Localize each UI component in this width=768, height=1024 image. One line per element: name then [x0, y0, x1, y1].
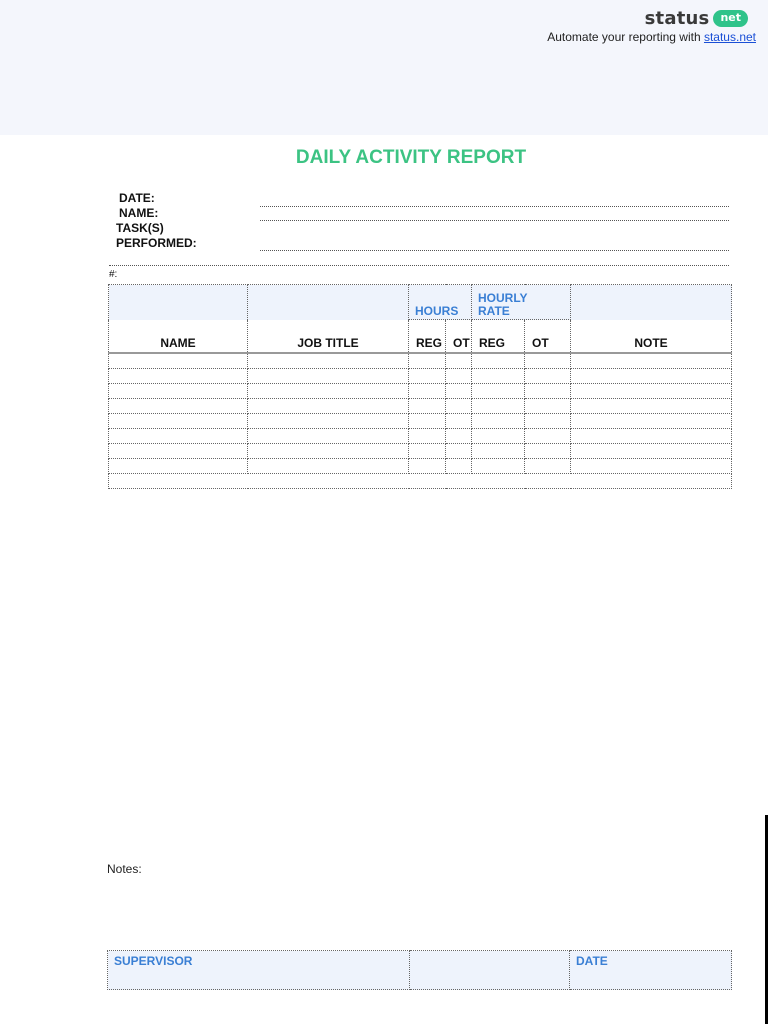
name-cell[interactable]: [109, 384, 248, 399]
hourly-rate-group-header: [472, 285, 571, 320]
group-header-blank: [109, 285, 248, 320]
hours-reg-cell[interactable]: [409, 369, 446, 384]
hourly-rate-line1: HOURLY: [478, 291, 528, 305]
col-header-note: NOTE: [571, 320, 732, 354]
table-group-header-row: [109, 285, 732, 320]
hours-ot-cell[interactable]: [446, 384, 472, 399]
tagline-text: Automate your reporting with: [547, 30, 704, 44]
signature-row: [108, 951, 732, 990]
name-input-line[interactable]: [260, 220, 729, 221]
job-title-cell[interactable]: [248, 384, 409, 399]
hours-reg-cell[interactable]: [409, 459, 446, 474]
supervisor-cell[interactable]: SUPERVISOR: [108, 951, 410, 990]
hours-reg-cell[interactable]: [409, 414, 446, 429]
job-title-cell[interactable]: [248, 444, 409, 459]
hours-ot-cell[interactable]: [446, 459, 472, 474]
rate-reg-cell[interactable]: [472, 414, 525, 429]
rate-ot-cell[interactable]: [525, 384, 571, 399]
name-cell[interactable]: [109, 353, 248, 369]
rate-reg-cell[interactable]: [472, 459, 525, 474]
hours-ot-cell[interactable]: [446, 399, 472, 414]
brand-name: status: [644, 8, 710, 29]
tagline: [547, 30, 756, 44]
report-title: DAILY ACTIVITY REPORT: [295, 147, 527, 168]
job-title-cell[interactable]: [248, 429, 409, 444]
table-footer-row: [109, 474, 732, 489]
signature-blank-cell[interactable]: [410, 951, 570, 990]
col-header-rate-ot: OT: [525, 320, 571, 354]
hours-ot-cell[interactable]: [446, 353, 472, 369]
hours-group-header: HOURS: [409, 285, 472, 320]
job-title-cell[interactable]: [248, 459, 409, 474]
name-label: NAME:: [119, 206, 159, 220]
table-row: [109, 414, 732, 429]
col-header-job-title: JOB TITLE: [248, 320, 409, 354]
note-cell[interactable]: [571, 414, 732, 429]
date-input-line[interactable]: [260, 206, 729, 207]
table-row: [109, 369, 732, 384]
name-cell[interactable]: [109, 429, 248, 444]
note-cell[interactable]: [571, 384, 732, 399]
name-cell[interactable]: [109, 459, 248, 474]
tagline-link[interactable]: status.net: [703, 30, 756, 44]
separator-line: [109, 265, 729, 266]
rate-ot-cell[interactable]: [525, 429, 571, 444]
signature-table: [107, 950, 732, 990]
name-cell[interactable]: [109, 414, 248, 429]
hours-reg-cell[interactable]: [409, 353, 446, 369]
table-row: [109, 384, 732, 399]
table-row: [109, 353, 732, 369]
col-header-name: NAME: [109, 320, 248, 354]
tasks-label-line1: TASK(S): [116, 221, 164, 235]
note-cell[interactable]: [571, 369, 732, 384]
hours-ot-cell[interactable]: [446, 369, 472, 384]
note-cell[interactable]: [571, 444, 732, 459]
hours-reg-cell[interactable]: [409, 444, 446, 459]
rate-reg-cell[interactable]: [472, 369, 525, 384]
brand-badge: net: [713, 10, 748, 27]
table-footer-cell: [109, 474, 732, 489]
name-cell[interactable]: [109, 369, 248, 384]
rate-ot-cell[interactable]: [525, 353, 571, 369]
table-row: [109, 459, 732, 474]
job-title-cell[interactable]: [248, 369, 409, 384]
note-cell[interactable]: [571, 459, 732, 474]
rate-ot-cell[interactable]: [525, 444, 571, 459]
hours-ot-cell[interactable]: [446, 414, 472, 429]
col-header-hours-ot: OT: [446, 320, 472, 354]
brand-logo[interactable]: [645, 8, 748, 29]
rate-ot-cell[interactable]: [525, 414, 571, 429]
col-header-hours-reg: REG: [409, 320, 446, 354]
note-cell[interactable]: [571, 353, 732, 369]
note-cell[interactable]: [571, 399, 732, 414]
activity-table: [108, 284, 732, 489]
rate-ot-cell[interactable]: [525, 399, 571, 414]
rate-reg-cell[interactable]: [472, 399, 525, 414]
rate-reg-cell[interactable]: [472, 384, 525, 399]
rate-reg-cell[interactable]: [472, 353, 525, 369]
hours-reg-cell[interactable]: [409, 384, 446, 399]
hourly-rate-line2: RATE: [478, 304, 510, 318]
group-header-blank: [571, 285, 732, 320]
signature-date-cell[interactable]: DATE: [570, 951, 732, 990]
tasks-label-line2: PERFORMED:: [116, 236, 197, 250]
table-row: [109, 444, 732, 459]
rate-ot-cell[interactable]: [525, 369, 571, 384]
hours-ot-cell[interactable]: [446, 429, 472, 444]
hours-reg-cell[interactable]: [409, 429, 446, 444]
col-header-rate-reg: REG: [472, 320, 525, 354]
job-title-cell[interactable]: [248, 399, 409, 414]
hours-reg-cell[interactable]: [409, 399, 446, 414]
name-cell[interactable]: [109, 444, 248, 459]
table-row: [109, 429, 732, 444]
header-band: [0, 0, 768, 135]
table-row: [109, 399, 732, 414]
name-cell[interactable]: [109, 399, 248, 414]
table-column-header-row: [109, 320, 732, 354]
job-title-cell[interactable]: [248, 353, 409, 369]
rate-reg-cell[interactable]: [472, 444, 525, 459]
rate-reg-cell[interactable]: [472, 429, 525, 444]
date-label: DATE:: [119, 191, 155, 205]
group-header-blank: [248, 285, 409, 320]
rate-ot-cell[interactable]: [525, 459, 571, 474]
hash-label: #:: [109, 269, 118, 280]
tasks-input-line[interactable]: [260, 250, 729, 251]
hours-ot-cell[interactable]: [446, 444, 472, 459]
note-cell[interactable]: [571, 429, 732, 444]
job-title-cell[interactable]: [248, 414, 409, 429]
notes-label: Notes:: [107, 862, 142, 876]
